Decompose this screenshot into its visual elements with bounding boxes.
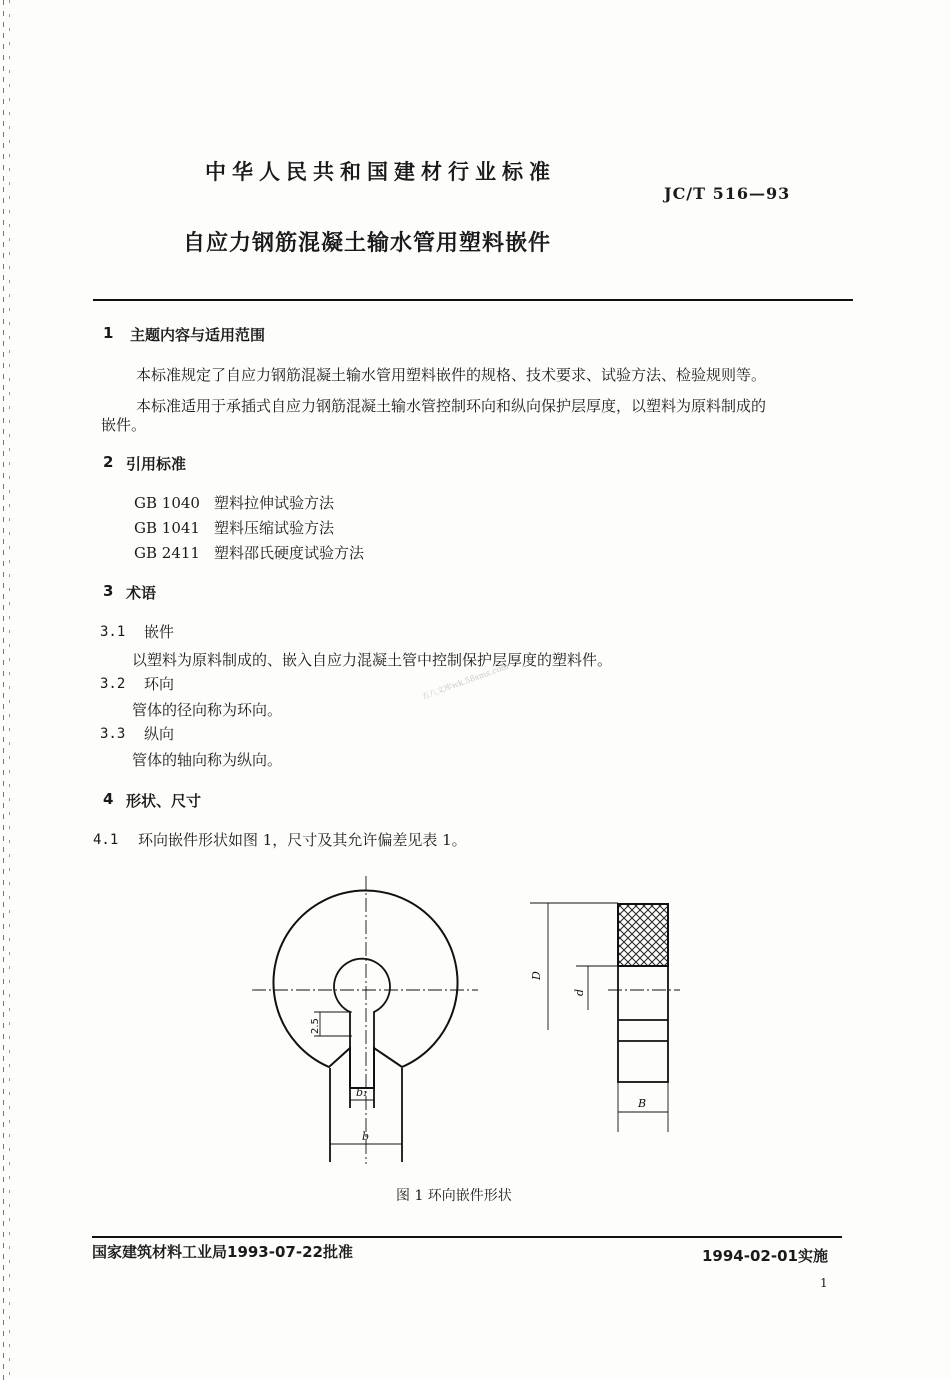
term-definition: 以塑料为原料制成的、嵌入自应力混凝土管中控制保护层厚度的塑料件。 [132,651,613,669]
section-3-heading: 术语 [126,584,157,602]
term-name: 嵌件 [144,623,175,641]
ref-title: 塑料邵氏硬度试验方法 [214,544,365,562]
section-2-number: 2 [103,453,114,471]
label-2-5: 2.5 [310,1018,321,1034]
section-1-para-2-cont: 嵌件。 [101,416,147,434]
approval-info: 国家建筑材料工业局1993-07-22批准 [92,1243,353,1261]
ref-title: 塑料拉伸试验方法 [214,494,335,512]
authority-title: 中华人民共和国建材行业标准 [205,160,556,184]
section-4-heading: 形状、尺寸 [126,792,202,810]
ref-code: GB 1041 [134,519,200,537]
footer-rule [92,1236,842,1238]
clause-text: 环向嵌件形状如图 1，尺寸及其允许偏差见表 1。 [138,831,467,849]
ref-code: GB 2411 [134,544,200,562]
implementation-date: 1994-02-01实施 [702,1247,828,1265]
section-1-para-2: 本标准适用于承插式自应力钢筋混凝土输水管控制环向和纵向保护层厚度，以塑料为原料制成的 [136,397,767,415]
document-title: 自应力钢筋混凝土输水管用塑料嵌件 [183,231,552,256]
label-B: B [638,1097,647,1110]
term-definition: 管体的径向称为环向。 [132,701,283,719]
clause-number: 4.1 [93,832,119,848]
centerlines [252,876,478,1164]
figure-1-drawing [240,870,700,1170]
term-definition: 管体的轴向称为纵向。 [132,751,283,769]
page-number: 1 [820,1276,828,1290]
term-number: 3.1 [100,624,126,640]
section-4-number: 4 [103,790,114,808]
term-number: 3.3 [100,726,126,742]
watermark: 五八文库wk.58sms.com [420,661,510,702]
standard-code: JC/T 516—93 [664,184,791,203]
term-number: 3.2 [100,676,126,692]
section-1-para-1: 本标准规定了自应力钢筋混凝土输水管用塑料嵌件的规格、技术要求、试验方法、检验规则等。 [136,366,767,384]
header-rule [93,299,853,301]
label-b1: b₁ [356,1086,368,1099]
section-2-heading: 引用标准 [126,455,187,473]
ref-title: 塑料压缩试验方法 [214,519,335,537]
label-d: d [573,988,586,996]
ref-code: GB 1040 [134,494,200,512]
label-D: D [530,971,543,980]
dimension-d [576,966,618,1010]
figure-caption: 图 1 环向嵌件形状 [396,1188,512,1204]
section-3-number: 3 [103,582,114,600]
side-view [608,904,680,1082]
section-1-number: 1 [103,324,114,342]
term-name: 纵向 [144,725,175,743]
front-view [274,891,458,1088]
dimension-D [530,903,618,1030]
term-name: 环向 [144,675,175,693]
scan-edge-artifact [3,0,4,1381]
section-1-heading: 主题内容与适用范围 [130,326,266,344]
scan-edge-artifact [9,0,10,1381]
label-b: b [362,1130,370,1143]
